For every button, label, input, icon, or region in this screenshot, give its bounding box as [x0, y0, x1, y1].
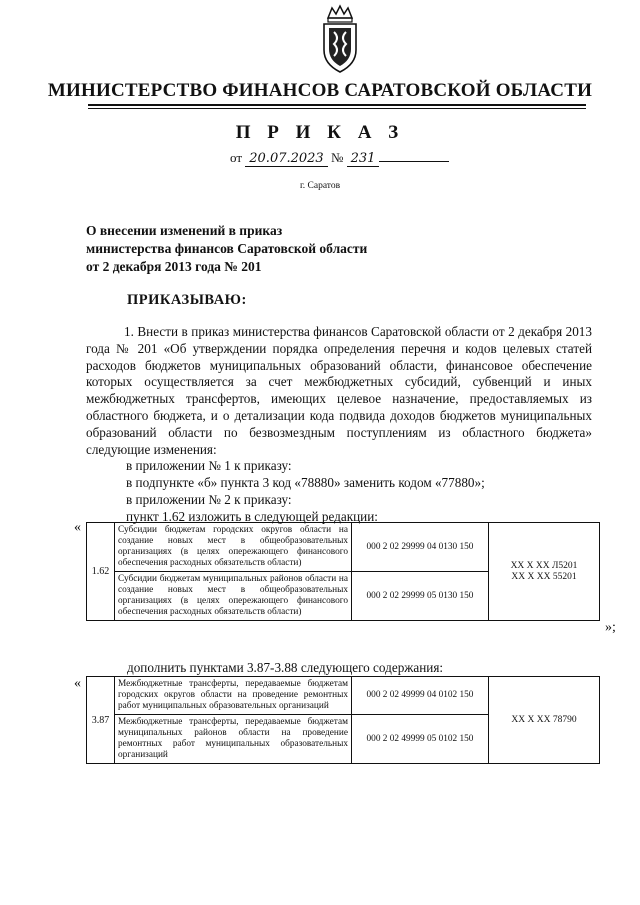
- open-quote: «: [74, 520, 81, 535]
- header-rule-thick: [88, 104, 586, 106]
- open-quote: «: [74, 676, 81, 691]
- instruction-line: дополнить пунктами 3.87-3.88 следующего содержания:: [127, 660, 444, 675]
- subject-line: министерства финансов Саратовской области: [86, 241, 368, 256]
- header-rule-thin: [88, 108, 586, 109]
- description-cell: Субсидии бюджетам муниципальных районов области на создание новых мест в общеобразовательных организациях (в целях опережающего финансового обеспечения расходных обязательств области): [115, 572, 352, 621]
- number-underline: [379, 161, 449, 162]
- date-prefix: от: [230, 150, 243, 165]
- revenue-code-cell: 000 2 02 29999 04 0130 150: [352, 523, 489, 572]
- subject-line: О внесении изменений в приказ: [86, 223, 283, 238]
- description-cell: Межбюджетные трансферты, передаваемые бюджетам муниципальных районов области на проведение ремонтных работ муниципальных образовательных организаций: [115, 715, 352, 764]
- instruction-line: пункт 1.62 изложить в следующей редакции:: [126, 508, 378, 524]
- number-prefix: №: [330, 150, 344, 165]
- table-item-3-87: [86, 676, 600, 764]
- description-cell: Субсидии бюджетам городских округов области на создание новых мест в общеобразовательных организациях (в целях опережающего финансового обеспечения расходных обязательств области): [115, 523, 352, 572]
- table-row: [87, 677, 600, 715]
- revenue-code-cell: 000 2 02 49999 04 0102 150: [352, 677, 489, 715]
- close-quote: »;: [605, 620, 616, 635]
- item-number: 3.87: [87, 677, 115, 764]
- instruction-line: в приложении № 1 к приказу:: [126, 458, 292, 474]
- paragraph-1: 1. Внести в приказ министерства финансов Саратовской области от 2 декабря 2013 года № 201 «Об утверждении порядка определения перечня и кодов целевых статей расходов бюджетов муниципальных образований области, финансовое обеспечение которых осуществляется за счет межбюджетных субсидий, субвенций и иных межбюджетных трансфертов, имеющих целевое назначение, предоставляемых из областного бюджета, и о детализации кода подвида доходов бюджетов муниципальных образований области по безвозмездным поступлениям из областного бюджета» следующие изменения:: [86, 324, 592, 457]
- date-number-line: [230, 150, 449, 167]
- revenue-code-cell: 000 2 02 29999 05 0130 150: [352, 572, 489, 621]
- target-code-cell: [489, 523, 600, 621]
- handwritten-number: 231: [347, 151, 380, 167]
- instruction-line: в приложении № 2 к приказу:: [126, 491, 292, 507]
- order-directive: ПРИКАЗЫВАЮ:: [127, 292, 247, 308]
- order-subject: [86, 222, 367, 276]
- table-row: [87, 523, 600, 572]
- table-item-1-62: [86, 522, 600, 621]
- target-code: ХХ Х ХХ 55201: [511, 571, 577, 582]
- ministry-title: МИНИСТЕРСТВО ФИНАНСОВ САРАТОВСКОЙ ОБЛАСТИ: [47, 80, 593, 101]
- subject-line: от 2 декабря 2013 года № 201: [86, 259, 262, 274]
- instruction-line: в подпункте «б» пункта 3 код «78880» заменить кодом «77880»;: [126, 475, 485, 491]
- target-code: ХХ Х ХХ Л5201: [510, 560, 578, 571]
- city-label: г. Саратов: [299, 181, 341, 191]
- item-number: 1.62: [87, 523, 115, 621]
- revenue-code-cell: 000 2 02 49999 05 0102 150: [352, 715, 489, 764]
- target-code-cell: ХХ Х ХХ 78790: [489, 677, 600, 764]
- handwritten-date: 20.07.2023: [245, 151, 327, 167]
- description-cell: Межбюджетные трансферты, передаваемые бюджетам городских округов области на проведение ремонтных работ муниципальных образовательных организаций: [115, 677, 352, 715]
- coat-of-arms-icon: [318, 4, 362, 74]
- document-type-heading: П Р И К А З: [235, 122, 405, 143]
- order-body: [86, 324, 592, 526]
